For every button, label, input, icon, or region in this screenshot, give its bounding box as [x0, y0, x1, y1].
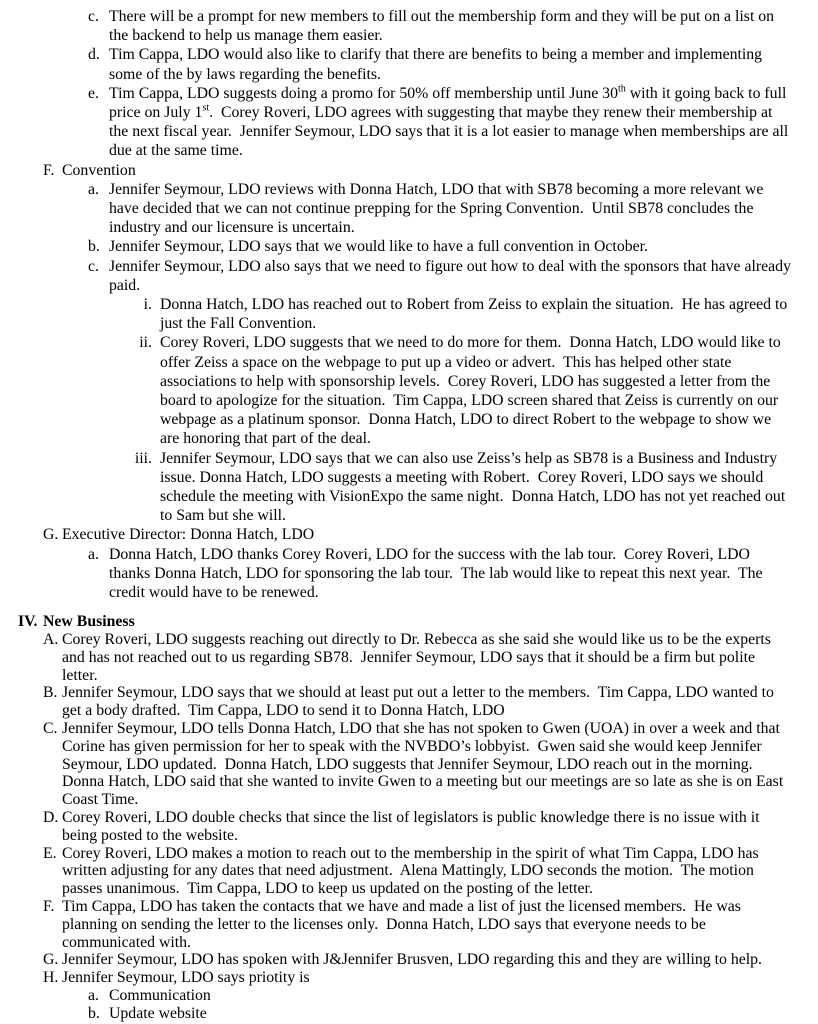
list-marker: i. — [143, 296, 152, 314]
list-item-text: Jennifer Seymour, LDO has spoken with J&Jennifer Brusven, LDO regarding this and they are willing to help. — [62, 951, 762, 969]
list-item — [0, 180, 793, 238]
list-item — [0, 295, 793, 333]
list-item — [0, 809, 793, 845]
section-new-business — [0, 613, 793, 1022]
list-marker: c. — [88, 257, 99, 275]
list-item — [0, 7, 793, 45]
list-item-text: Executive Director: Donna Hatch, LDO — [62, 526, 315, 544]
list-item-text: Tim Cappa, LDO has taken the contacts that we have and made a list of just the licensed members. He was planning on sending the letter to the licenses only. Donna Hatch, LDO says that everyone needs to be communicated with. — [62, 898, 745, 951]
list-item-text: Jennifer Seymour, LDO says that we can also use Zeiss’s help as SB78 is a Business and Industry issue. Donna Hatch, LDO suggests a meeting with Robert. Corey Roveri, LDO says we should schedule the meeting with VisionExpo the same night. Donna Hatch, LDO has not yet reached out to Sam but she will. — [160, 449, 790, 525]
list-marker: e. — [88, 84, 99, 102]
list-marker: ii. — [139, 334, 152, 352]
list-item — [0, 845, 793, 898]
list-item — [0, 631, 793, 684]
ordinal-superscript: st — [202, 102, 210, 114]
list-item-text: Tim Cappa, LDO would also like to clarify that there are benefits to being a member and implementing some of the by laws regarding the benefits. — [109, 46, 767, 83]
list-item-text: Communication — [109, 987, 211, 1005]
list-marker: a. — [88, 545, 99, 563]
list-item — [0, 898, 793, 951]
list-marker: b. — [88, 238, 100, 256]
list-marker: G. — [43, 526, 59, 544]
list-item-text: Jennifer Seymour, LDO tells Donna Hatch, LDO that she has not spoken to Gwen (UOA) in over a week and that Corine has given permission for her to speak with the NVBDO’s lobbyist. Gwen said she would keep Jennifer Seymour, LDO updated. Donna Hatch, LDO suggests that Jennifer Seymour, LDO reach out in the morning. Donna Hatch, LDO said that she wanted to invite Gwen to a meeting but our meetings are so late as she is on East Coast Time. — [62, 720, 788, 809]
list-item — [0, 969, 793, 987]
list-item — [0, 45, 793, 83]
list-item — [0, 545, 793, 603]
list-item-text: Donna Hatch, LDO thanks Corey Roveri, LDO for the success with the lab tour. Corey Roveri, LDO thanks Donna Hatch, LDO for sponsoring the lab tour. The lab would like to repeat this next year. The credit would have to be renewed. — [109, 545, 767, 602]
list-item-text: Corey Roveri, LDO makes a motion to reach out to the membership in the spirit of what Tim Cappa, LDO has written adjusting for any dates that need adjustment. Alena Mattingly, LDO seconds the motion. The motion passes unanimous. Tim Cappa, LDO to keep us updated on the posting of the letter. — [62, 844, 763, 898]
list-item-text: Jennifer Seymour, LDO reviews with Donna Hatch, LDO that with SB78 becoming a more relevant we have decided that we can not continue prepping for the Spring Convention. Until SB78 concludes the industry and our licensure is uncertain. — [109, 180, 768, 237]
section-spacer — [0, 602, 793, 613]
list-item-text: Jennifer Seymour, LDO says that we would like to have a full convention in October. — [109, 238, 648, 256]
list-item-text: Corey Roveri, LDO suggests reaching out directly to Dr. Rebecca as she said she would like us to be the experts and has not reached out to us regarding SB78. Jennifer Seymour, LDO says that it should be a firm but polite letter. — [62, 631, 775, 684]
list-item-text: Jennifer Seymour, LDO also says that we need to figure out how to deal with the sponsors that have already paid. — [109, 257, 795, 294]
list-marker: c. — [88, 8, 99, 25]
list-marker: b. — [88, 1004, 100, 1022]
list-marker: a. — [88, 180, 99, 198]
list-marker: d. — [88, 46, 100, 64]
heading-title: New Business — [43, 613, 135, 631]
list-marker: A. — [43, 631, 59, 649]
list-marker: F. — [43, 898, 55, 916]
list-item — [0, 525, 793, 544]
list-item-text: Convention — [62, 161, 136, 179]
list-item-text: Corey Roveri, LDO double checks that since the list of legislators is public knowledge there is no issue with it being posted to the website. — [62, 809, 764, 844]
list-item — [0, 1005, 793, 1023]
list-item — [0, 84, 793, 161]
list-marker: H. — [43, 969, 59, 987]
ordinal-superscript: th — [617, 83, 626, 95]
list-item — [0, 684, 793, 720]
list-item — [0, 951, 793, 969]
heading-number: IV. — [18, 613, 38, 631]
list-marker: F. — [43, 161, 55, 179]
list-item-text: Corey Roveri, LDO suggests that we need to do more for them. Donna Hatch, LDO would like to offer Zeiss a space on the webpage to put up a video or advert. This has helped other state associations to help with sponsorship levels. Corey Roveri, LDO has suggested a letter from the board to apologize for the situation. Tim Cappa, LDO screen shared that Zeiss is currently on our webpage as a platinum sponsor. Donna Hatch, LDO to direct Robert to the webpage to show we are honoring that part of the deal. — [160, 334, 785, 448]
list-item — [0, 987, 793, 1005]
list-item-text: Jennifer Seymour, LDO says that we should at least put out a letter to the members. Tim Cappa, LDO wanted to get a body drafted. Tim Cappa, LDO to send it to Donna Hatch, LDO — [62, 684, 778, 720]
list-marker: G. — [43, 951, 59, 969]
list-item-text: Jennifer Seymour, LDO says priotity is — [62, 969, 310, 987]
section-continuation — [0, 7, 793, 602]
list-item — [0, 161, 793, 180]
list-marker: B. — [43, 684, 58, 702]
list-item — [0, 333, 793, 448]
list-marker: D. — [43, 809, 59, 827]
list-item-text: Donna Hatch, LDO has reached out to Robert from Zeiss to explain the situation. He has agreed to just the Fall Convention. — [160, 296, 792, 333]
list-marker: E. — [43, 844, 57, 862]
list-item — [0, 720, 793, 809]
list-marker: C. — [43, 720, 58, 738]
list-item — [0, 237, 793, 256]
section-heading — [0, 613, 793, 631]
list-item-text: There will be a prompt for new members to fill out the membership form and they will be put on a list on the backend to help us manage them easier. — [109, 8, 779, 45]
list-item-text — [109, 85, 792, 160]
list-marker: a. — [88, 987, 99, 1005]
list-item — [0, 449, 793, 526]
text-segment: . Corey Roveri, LDO agrees with suggesting that maybe they renew their membership at the next fiscal year. Jennifer Seymour, LDO says that it is a lot easier to manage when memberships are all due at the same time. — [109, 104, 793, 160]
list-item-text: Update website — [109, 1004, 207, 1022]
list-marker: iii. — [134, 449, 152, 467]
list-item — [0, 257, 793, 295]
text-segment: with it going back to full price on July 1 — [109, 84, 791, 122]
text-segment: Tim Cappa, LDO suggests doing a promo for 50% off membership until June 30 — [109, 84, 618, 102]
